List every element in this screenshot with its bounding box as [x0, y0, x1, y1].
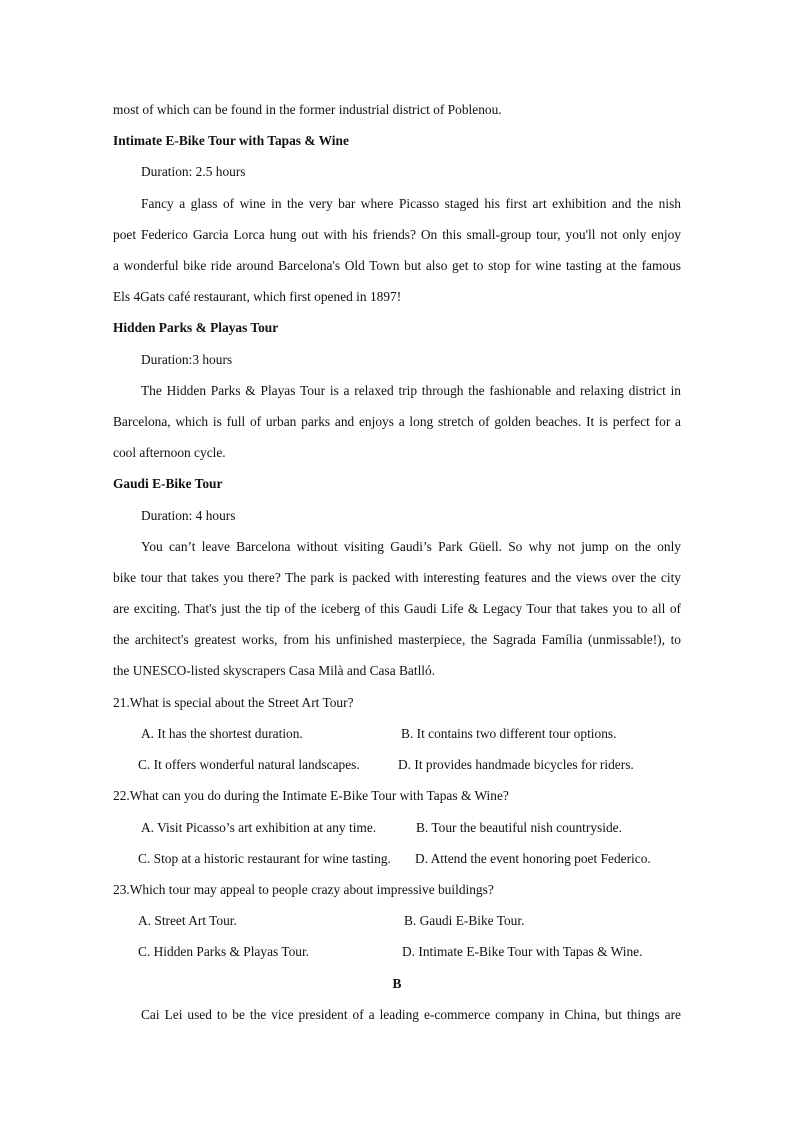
question-22-stem: 22.What can you do during the Intimate E-Bike Tour with Tapas & Wine? — [113, 788, 509, 803]
question-23-option-b: B. Gaudi E-Bike Tour. — [404, 913, 525, 928]
question-22-option-d: D. Attend the event honoring poet Federico. — [415, 851, 651, 866]
question-21-option-d: D. It provides handmade bicycles for riders. — [398, 757, 634, 772]
paragraph-line: the architect's greatest works, from his unfinished masterpiece, the Sagrada Família (unmissable!), to — [113, 632, 681, 647]
question-23-option-a: A. Street Art Tour. — [138, 913, 237, 928]
paragraph-line: You can’t leave Barcelona without visiting Gaudi’s Park Güell. So why not jump on the only — [141, 539, 681, 554]
paragraph-line: Fancy a glass of wine in the very bar where Picasso staged his first art exhibition and the nish — [141, 196, 681, 211]
question-22-option-b: B. Tour the beautiful nish countryside. — [416, 820, 622, 835]
question-21-option-c: C. It offers wonderful natural landscapes. — [138, 757, 360, 772]
tour-title-gaudi: Gaudi E-Bike Tour — [113, 476, 223, 491]
tour-title-hidden-parks: Hidden Parks & Playas Tour — [113, 320, 279, 335]
question-21-option-b: B. It contains two different tour options. — [401, 726, 617, 741]
paragraph-line: poet Federico Garcia Lorca hung out with his friends? On this small-group tour, you'll not only enjoy — [113, 227, 681, 242]
question-22-option-c: C. Stop at a historic restaurant for wine tasting. — [138, 851, 391, 866]
tour-duration-hidden-parks: Duration:3 hours — [141, 352, 233, 367]
paragraph-line: a wonderful bike ride around Barcelona's Old Town but also get to stop for wine tasting at the famous — [113, 258, 681, 273]
section-heading-b: B — [392, 976, 402, 991]
question-23-option-d: D. Intimate E-Bike Tour with Tapas & Wine. — [402, 944, 643, 959]
question-23-stem: 23.Which tour may appeal to people crazy about impressive buildings? — [113, 882, 494, 897]
paragraph-line: Els 4Gats café restaurant, which first opened in 1897! — [113, 289, 402, 304]
paragraph-line: bike tour that takes you there? The park is packed with interesting features and the views over the city — [113, 570, 681, 585]
question-23-option-c: C. Hidden Parks & Playas Tour. — [138, 944, 310, 959]
intro-tail-line: most of which can be found in the former industrial district of Poblenou. — [113, 102, 502, 117]
paragraph-line: Barcelona, which is full of urban parks and enjoys a long stretch of golden beaches. It is perfect for a — [113, 414, 681, 429]
paragraph-line: the UNESCO-listed skyscrapers Casa Milà and Casa Batlló. — [113, 663, 436, 678]
paragraph-line: The Hidden Parks & Playas Tour is a relaxed trip through the fashionable and relaxing district in — [141, 383, 681, 398]
paragraph-line: cool afternoon cycle. — [113, 445, 226, 460]
question-21-stem: 21.What is special about the Street Art Tour? — [113, 695, 354, 710]
paragraph-line: are exciting. That's just the tip of the iceberg of this Gaudi Life & Legacy Tour that takes you to all of — [113, 601, 681, 616]
question-22-option-a: A. Visit Picasso’s art exhibition at any time. — [141, 820, 377, 835]
question-21-option-a: A. It has the shortest duration. — [141, 726, 303, 741]
tour-duration-gaudi: Duration: 4 hours — [141, 508, 236, 523]
section-b-first-line: Cai Lei used to be the vice president of a leading e-commerce company in China, but things are — [141, 1007, 681, 1022]
tour-duration-ebike-tapas: Duration: 2.5 hours — [141, 164, 246, 179]
tour-title-ebike-tapas: Intimate E-Bike Tour with Tapas & Wine — [113, 133, 349, 148]
